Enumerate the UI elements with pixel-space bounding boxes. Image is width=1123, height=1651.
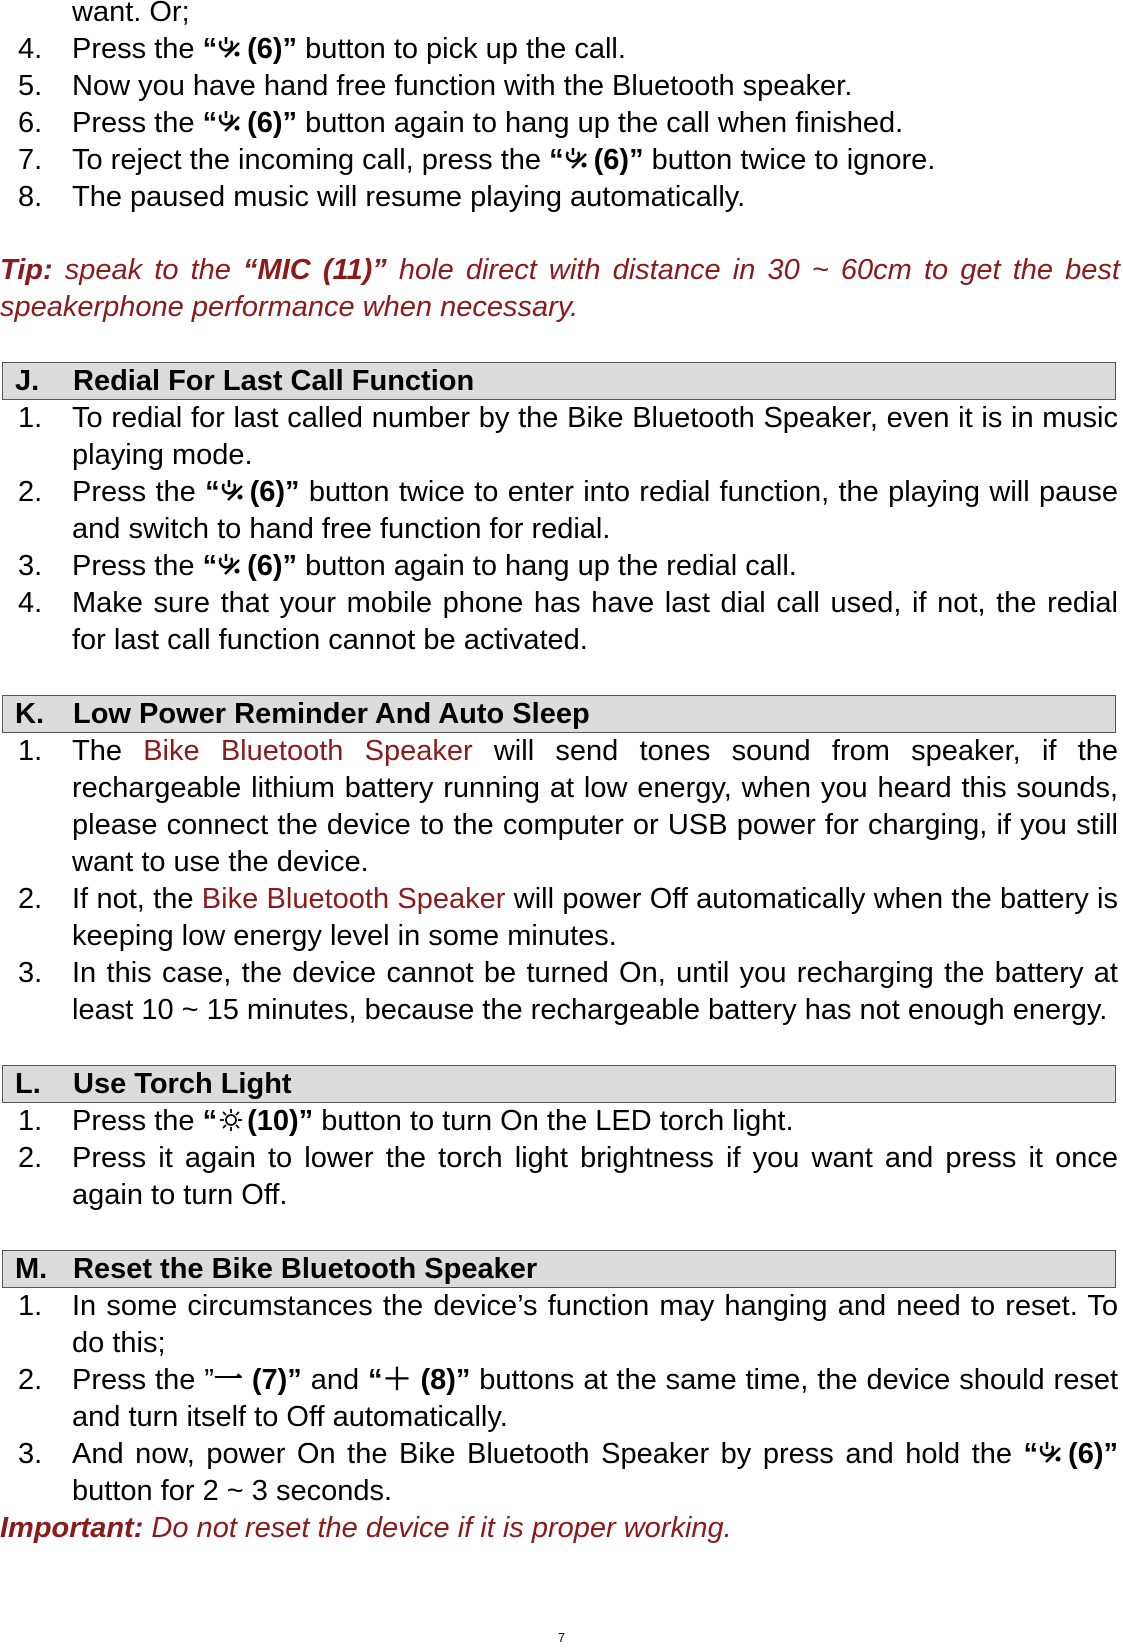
- important-text: Do not reset the device if it is proper working.: [143, 1512, 732, 1544]
- item-text-mid: and: [301, 1364, 369, 1396]
- item-number: 3.: [18, 550, 43, 582]
- list-item: [0, 881, 1118, 955]
- list-item: [0, 142, 1118, 179]
- quote: “: [202, 107, 218, 139]
- sun-icon: [217, 1107, 247, 1133]
- quote: “: [202, 1105, 218, 1137]
- spacer: [0, 1029, 1123, 1065]
- item-text: Make sure that your mobile phone has have last dial call used, if not, the redial for last call function cannot be activated.: [72, 587, 1118, 656]
- item-number: 2.: [18, 476, 43, 508]
- item-text: If not, the: [72, 883, 202, 915]
- item-text: Press the: [72, 550, 203, 582]
- item-text-rest: button again to hang up the call when finished.: [297, 107, 904, 139]
- button-ref: (6)”: [247, 550, 298, 582]
- spacer: [0, 326, 1123, 362]
- item-number: 3.: [18, 957, 43, 989]
- tip-text-rest: hole direct with distance in 30 ~ 60cm to get the best speakerphone performance when necessary.: [0, 254, 1120, 323]
- list-item: [0, 400, 1118, 474]
- item-text: The paused music will resume playing automatically.: [72, 181, 746, 213]
- continued-text: want. Or;: [72, 0, 190, 28]
- important-note: [0, 1510, 1120, 1547]
- button-ref: (6)”: [249, 476, 300, 508]
- item-text-rest: button to turn On the LED torch light.: [313, 1105, 794, 1137]
- section-title: Use Torch Light: [73, 1068, 292, 1100]
- item-number: 3.: [18, 1438, 43, 1470]
- item-text: To reject the incoming call, press the: [72, 144, 550, 176]
- item-number: 1.: [18, 1290, 43, 1322]
- item-text-rest: button to pick up the call.: [297, 33, 626, 65]
- button-ref: (6)”: [247, 33, 298, 65]
- item-text-rest: button again to hang up the redial call.: [297, 550, 797, 582]
- item-text-rest: will send tones sound from speaker, if the rechargeable lithium battery running at low energy, when you heard this sounds, please connect the device to the computer or USB power for charging, if you still want to use the device.: [72, 735, 1119, 878]
- list-item: [0, 1103, 1118, 1140]
- tip-paragraph: [0, 252, 1120, 326]
- section-j-list: [0, 400, 1123, 659]
- phone-power-icon: [1038, 1440, 1068, 1466]
- section-l-list: [0, 1103, 1123, 1214]
- quote: “: [549, 144, 564, 176]
- section-m-list: [0, 1288, 1123, 1510]
- section-title: Reset the Bike Bluetooth Speaker: [73, 1253, 538, 1285]
- mic-ref: “MIC (11)”: [243, 254, 387, 286]
- item-text-rest: buttons at the same time, the device should reset and turn itself to Off automatically.: [72, 1364, 1119, 1433]
- section-letter: K.: [15, 698, 44, 730]
- list-item: [0, 733, 1118, 881]
- item-text: Press it again to lower the torch light brightness if you want and press it once again to turn Off.: [72, 1142, 1118, 1211]
- item-number: 2.: [18, 883, 43, 915]
- spacer: [0, 216, 1123, 252]
- quote: “: [202, 550, 218, 582]
- item-text-rest: button for 2 ~ 3 seconds.: [72, 1475, 393, 1507]
- item-text: Press the: [72, 33, 203, 65]
- section-letter: M.: [15, 1253, 48, 1285]
- product-name: Bike Bluetooth Speaker: [143, 735, 473, 767]
- section-title: Low Power Reminder And Auto Sleep: [73, 698, 590, 730]
- button-ref: (7)”: [242, 1364, 302, 1396]
- section-title: Redial For Last Call Function: [73, 365, 475, 397]
- item-number: 1.: [18, 735, 43, 767]
- item-text: Press the: [72, 476, 206, 508]
- item-text: In some circumstances the device’s function may hanging and need to reset. To do this;: [72, 1290, 1118, 1359]
- item-text: Press the: [72, 1105, 203, 1137]
- item-text: To redial for last called number by the Bike Bluetooth Speaker, even it is in music playing mode.: [72, 402, 1118, 471]
- spacer: [0, 1214, 1123, 1250]
- list-item: [0, 105, 1118, 142]
- list-item: [0, 955, 1118, 1029]
- section-letter: J.: [15, 365, 40, 397]
- quote: “: [1023, 1438, 1039, 1470]
- phone-power-icon: [217, 35, 247, 61]
- minus-icon: 一: [213, 1364, 243, 1396]
- item-number: 4.: [18, 33, 43, 65]
- quote: “: [202, 33, 218, 65]
- item-text: Press the ”: [72, 1364, 214, 1396]
- list-item: [0, 179, 1118, 216]
- button-ref: (6)”: [1068, 1438, 1118, 1470]
- list-item: [0, 1288, 1118, 1362]
- list-item: [0, 1140, 1118, 1214]
- quote: “: [368, 1364, 383, 1396]
- tip-text: speak to the: [52, 254, 244, 286]
- item-text: And now, power On the Bike Bluetooth Speaker by press and hold the: [72, 1438, 1024, 1470]
- item-number: 4.: [18, 587, 43, 619]
- item-number: 7.: [18, 144, 43, 176]
- phone-power-icon: [217, 109, 247, 135]
- list-item: [0, 585, 1118, 659]
- product-name: Bike Bluetooth Speaker: [201, 883, 506, 915]
- item-text: In this case, the device cannot be turned On, until you recharging the battery at least 10 ~ 15 minutes, because the rechargeable battery has not enough energy.: [72, 957, 1118, 1026]
- item-number: 1.: [18, 402, 43, 434]
- button-ref: (10)”: [247, 1105, 314, 1137]
- item-text-rest: will power Off automatically when the battery is keeping low energy level in some minutes.: [72, 883, 1118, 952]
- top-list: [0, 31, 1123, 216]
- list-item: [0, 548, 1118, 585]
- item-text: The: [72, 735, 144, 767]
- section-letter: L.: [15, 1068, 41, 1100]
- phone-power-icon: [220, 478, 250, 504]
- section-k-list: [0, 733, 1123, 1029]
- item-text-rest: button twice to ignore.: [643, 144, 936, 176]
- item-number: 8.: [18, 181, 43, 213]
- item-text-rest: button twice to enter into redial function, the playing will pause and switch to hand free function for redial.: [72, 476, 1118, 545]
- item-text: Now you have hand free function with the Bluetooth speaker.: [72, 70, 853, 102]
- section-header-l: [2, 1065, 1116, 1103]
- phone-power-icon: [217, 552, 247, 578]
- phone-power-icon: [564, 146, 594, 172]
- item-number: 1.: [18, 1105, 43, 1137]
- list-item: [0, 474, 1118, 548]
- button-ref: (6)”: [247, 107, 298, 139]
- plus-icon: ＋: [382, 1364, 412, 1396]
- item-text: Press the: [72, 107, 203, 139]
- item-number: 2.: [18, 1364, 43, 1396]
- spacer: [0, 659, 1123, 695]
- section-header-k: [2, 695, 1116, 733]
- item-number: 5.: [18, 70, 43, 102]
- list-item: [0, 31, 1118, 68]
- section-header-m: [2, 1250, 1116, 1288]
- item-number: 6.: [18, 107, 43, 139]
- button-ref: (6)”: [593, 144, 644, 176]
- tip-label: Tip:: [0, 254, 53, 286]
- list-continuation: [0, 0, 1118, 31]
- list-item: [0, 1436, 1118, 1510]
- important-label: Important:: [0, 1512, 144, 1544]
- page-number: 7: [557, 1630, 566, 1645]
- quote: “: [205, 476, 220, 508]
- list-item: [0, 1362, 1118, 1436]
- section-header-j: [2, 362, 1116, 400]
- button-ref: (8)”: [411, 1364, 471, 1396]
- list-item: [0, 68, 1118, 105]
- item-number: 2.: [18, 1142, 43, 1174]
